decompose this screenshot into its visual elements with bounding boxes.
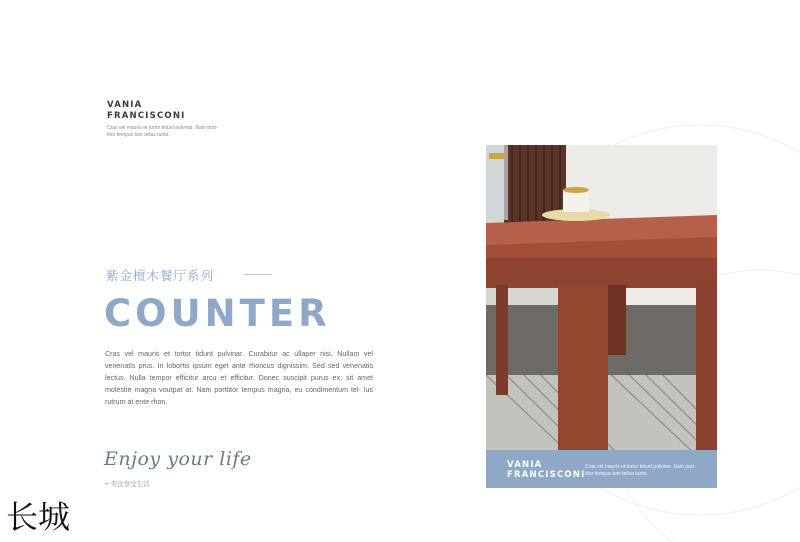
brand-name: VANIA FRANCISCONI — [107, 100, 186, 121]
section-subtitle: 紫金檀木餐厅系列 — [106, 268, 215, 283]
script-slogan: Enjoy your life — [104, 448, 252, 470]
body-paragraph: Cras vel mauris et tortor tidunt pulvinar. Curabitur ac ullaper nisi. Nullam vel venenatis prus. In lobortis ipsum eget ante rhoncus dignissim. Sed sed venenatis lectus. Nulla tempor efficitur arcu et efficitur. Donec suscipit purus ex, sit amet molestie magna voutpat at. Nam porttitor tempus magna, eu condimentum tel- lus rutrum at ente rhon. — [105, 350, 373, 406]
subtitle-divider — [244, 274, 272, 275]
watermark-text: 长城 — [6, 498, 71, 536]
photo-caption — [486, 450, 717, 488]
table-illustration — [486, 145, 717, 488]
caption-tagline: Cras vel mauris et tortor tidunt pulvinar. Nam port- titor tempus tum tellus tunte. — [585, 464, 696, 477]
page-title: COUNTER — [104, 292, 331, 335]
product-photo — [486, 145, 717, 488]
slogan-subtext: + 专注享受生活 — [105, 481, 150, 488]
brand-block — [107, 100, 227, 139]
brand-tagline: Cras vel mauris et tortor tidunt pulvinar. Nam port- titor tempus tum tellus tunte. — [107, 125, 218, 138]
caption-brand-name: VANIA FRANCISCONI — [507, 460, 586, 480]
